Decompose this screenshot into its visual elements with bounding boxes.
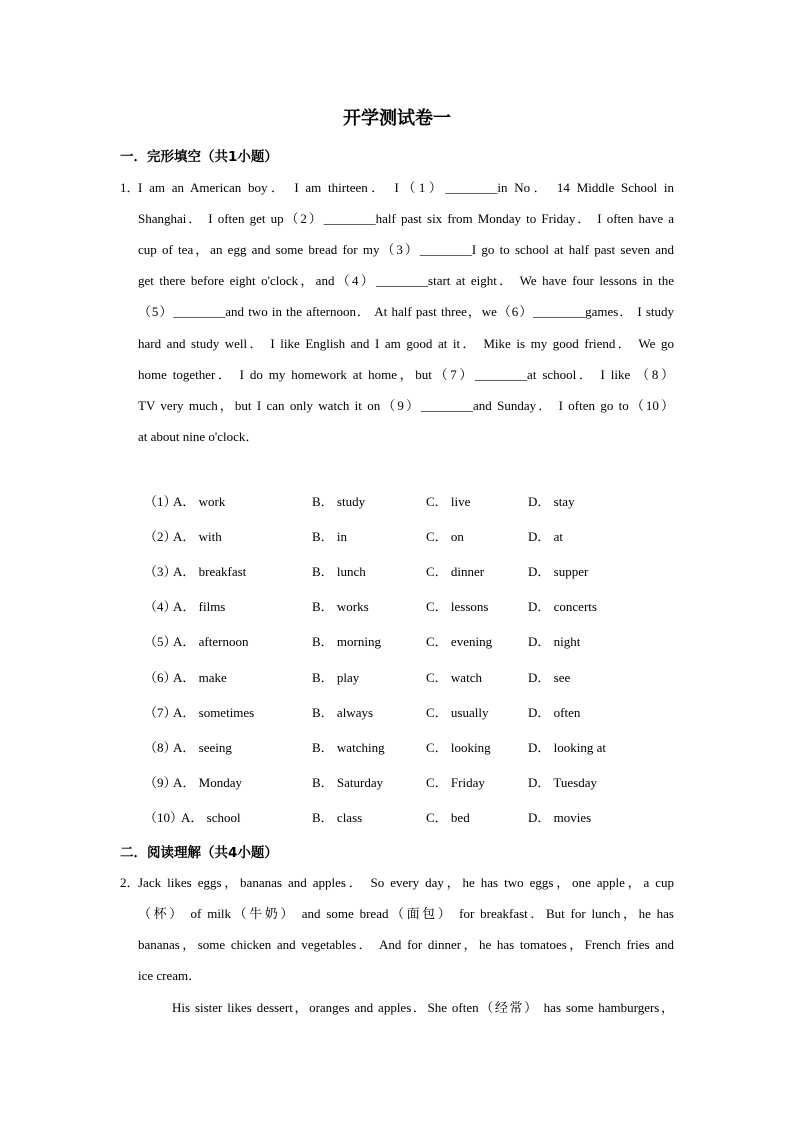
option-a: A． breakfast: [173, 564, 247, 579]
option-number: （4）: [144, 599, 177, 614]
option-d: D． concerts: [528, 599, 597, 614]
option-b: B． study: [312, 494, 366, 509]
passage-line: hard and study well． I like English and I am good at it． Mike is my good friend． We go: [138, 336, 674, 351]
option-a: A． school: [181, 810, 241, 825]
option-b: B． always: [312, 705, 374, 720]
option-a: A． films: [173, 599, 226, 614]
option-number: （10）: [144, 810, 184, 825]
option-number: （1）: [144, 494, 177, 509]
option-number: （2）: [144, 529, 177, 544]
option-a: A． seeing: [173, 740, 232, 755]
option-d: D． supper: [528, 564, 589, 579]
passage-line: home together． I do my homework at home，but（7）________at school． I like （8）: [138, 367, 674, 382]
option-c: C． watch: [426, 670, 482, 685]
option-number: （5）: [144, 634, 177, 649]
section-heading-cloze: 一．完形填空（共1小题）: [120, 149, 278, 165]
option-d: D． at: [528, 529, 564, 544]
passage-line: Jack likes eggs，bananas and apples． So every day，he has two eggs，one apple，a cup: [138, 875, 674, 890]
passage-line: TV very much，but I can only watch it on（9）________and Sunday． I often go to（10）: [138, 398, 674, 413]
option-number: （8）: [144, 740, 177, 755]
option-a: A． sometimes: [173, 705, 255, 720]
option-number: （9）: [144, 775, 177, 790]
passage-line: （5）________and two in the afternoon． At half past three，we（6）________games． I study: [138, 304, 674, 319]
passage-line: cup of tea，an egg and some bread for my（3）________I go to school at half past seven and: [138, 242, 674, 257]
page-title: 开学测试卷一: [343, 108, 451, 129]
passage-line: I am an American boy． I am thirteen． I（1）________in No． 14 Middle School in: [138, 180, 674, 195]
option-number: （3）: [144, 564, 177, 579]
option-b: B． Saturday: [312, 775, 384, 790]
passage-line: bananas，some chicken and vegetables． And for dinner，he has tomatoes，French fries and: [138, 937, 674, 952]
option-c: C． looking: [426, 740, 491, 755]
option-d: D． often: [528, 705, 581, 720]
option-d: D． movies: [528, 810, 592, 825]
option-d: D． looking at: [528, 740, 606, 755]
option-c: C． Friday: [426, 775, 485, 790]
passage-line: at about nine o'clock．: [138, 429, 259, 444]
option-b: B． class: [312, 810, 363, 825]
option-b: B． in: [312, 529, 348, 544]
option-a: A． afternoon: [173, 634, 249, 649]
passage-line: Shanghai． I often get up（2）________half past six from Monday to Friday． I often have a: [138, 211, 674, 226]
passage-line: ice cream．: [138, 968, 202, 983]
option-d: D． stay: [528, 494, 575, 509]
option-a: A． make: [173, 670, 227, 685]
section-heading-reading: 二．阅读理解（共4小题）: [120, 845, 278, 861]
option-b: B． lunch: [312, 564, 366, 579]
question-number-2: 2．: [120, 875, 140, 890]
option-b: B． morning: [312, 634, 381, 649]
passage-line: （杯） of milk（牛奶） and some bread（面包） for breakfast．But for lunch，he has: [138, 906, 674, 921]
option-d: D． see: [528, 670, 571, 685]
option-c: C． evening: [426, 634, 493, 649]
option-number: （7）: [144, 705, 177, 720]
option-c: C． usually: [426, 705, 489, 720]
option-a: A． Monday: [173, 775, 242, 790]
option-b: B． works: [312, 599, 369, 614]
option-d: D． night: [528, 634, 581, 649]
option-a: A． with: [173, 529, 222, 544]
passage-line: get there before eight o'clock，and（4）________start at eight． We have four lessons in the: [138, 273, 674, 288]
option-a: A． work: [173, 494, 226, 509]
option-b: B． play: [312, 670, 360, 685]
option-c: C． lessons: [426, 599, 489, 614]
option-d: D． Tuesday: [528, 775, 597, 790]
question-number-1: 1．: [120, 180, 140, 195]
option-c: C． on: [426, 529, 464, 544]
option-c: C． bed: [426, 810, 470, 825]
option-c: C． dinner: [426, 564, 485, 579]
option-b: B． watching: [312, 740, 385, 755]
option-number: （6）: [144, 670, 177, 685]
passage-line: His sister likes dessert，oranges and apples．She often（经常） has some hamburgers，: [172, 1000, 674, 1015]
option-c: C． live: [426, 494, 471, 509]
